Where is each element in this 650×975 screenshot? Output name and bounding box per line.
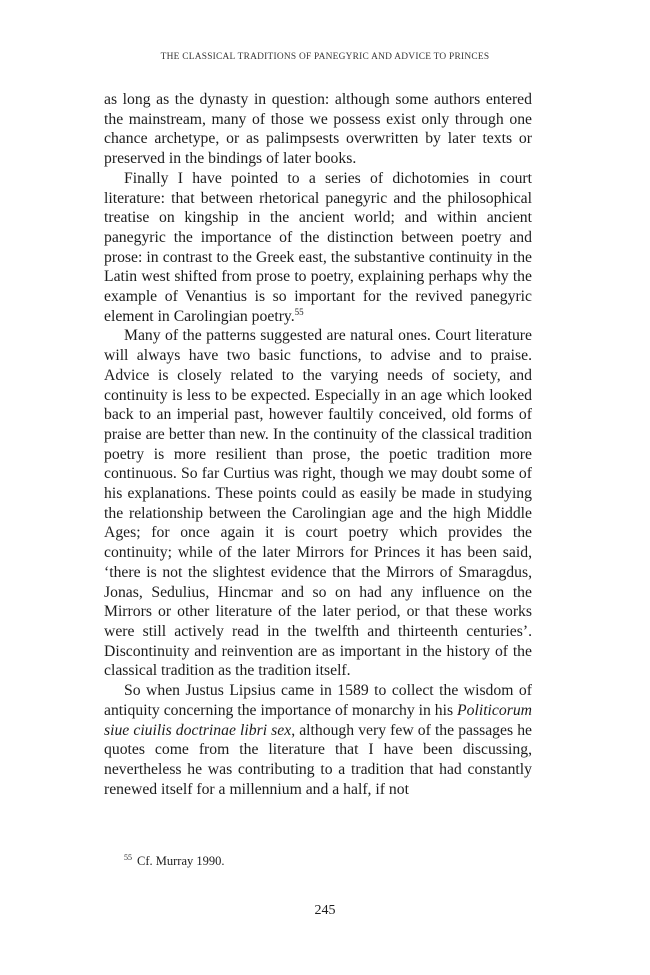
paragraph-4-text-after: , although very few of the passages he quotes come from the literature that I have been discussing, nevertheless he was contributing to a tradition that had constantly renewed itself for a millennium and a half, if not — [104, 721, 532, 798]
footnote-text: Cf. Murray 1990. — [137, 854, 225, 868]
footnote-number: 55 — [124, 853, 132, 862]
page-number: 245 — [314, 903, 336, 918]
paragraph-1-text: as long as the dynasty in question: although some authors entered the mainstream, many of those we possess exist only through one chance archetype, or as palimpsests overwritten by later texts or preserved in the bindings of later books. — [104, 91, 532, 168]
paragraph-3-text: Many of the patterns suggested are natural ones. Court literature will always have two basic functions, to advise and to praise. Advice is closely related to the varying needs of society, and continuity is less to be expected. Especially in an age which looked back to an imperial past, however faultily conceived, old forms of praise are better than new. In the continuity of the classical tradition poetry is more resilient than prose, the poetic tradition more continuous. So far Curtius was right, though we may doubt some of his explanations. These points could as easily be made in studying the relationship between the Carolingian age and the high Middle Ages; for once again it is court poetry which provides the continuity; while of the later Mirrors for Princes it has been said, ‘there is not the slightest evidence that the Mirrors of Smaragdus, Jonas, Sedulius, Hincmar and so on had any influence on the Mirrors or other literature of the later period, or that these works were still actively read in the twelfth and thirteenth centuries’. Discontinuity and reinvention are as important in the history of the classical tradition as the tradition itself. — [104, 327, 532, 680]
paragraph-2 — [104, 169, 532, 327]
paragraph-4 — [104, 681, 532, 799]
book-title: Politicorum siue ciuilis doctrinae libri sex — [104, 701, 532, 739]
body-text — [104, 90, 532, 799]
running-head: THE CLASSICAL TRADITIONS OF PANEGYRIC AND ADVICE TO PRINCES — [160, 52, 490, 62]
paragraph-1 — [104, 90, 532, 169]
footnote — [124, 853, 532, 869]
footnote-reference: 55 — [294, 306, 304, 317]
paragraph-3 — [104, 326, 532, 681]
paragraph-4-text-before: So when Justus Lipsius came in 1589 to collect the wisdom of antiquity concerning the importance of monarchy in his — [104, 682, 532, 719]
paragraph-2-text: Finally I have pointed to a series of dichotomies in court literature: that between rhetorical panegyric and the philosophical treatise on kingship in the ancient world; and within ancient panegyric the importance of the distinction between poetry and prose: in contrast to the Greek east, the substantive continuity in the Latin west shifted from prose to poetry, explaining perhaps why the example of Venantius is so important for the revived panegyric element in Carolingian poetry. — [104, 169, 532, 325]
